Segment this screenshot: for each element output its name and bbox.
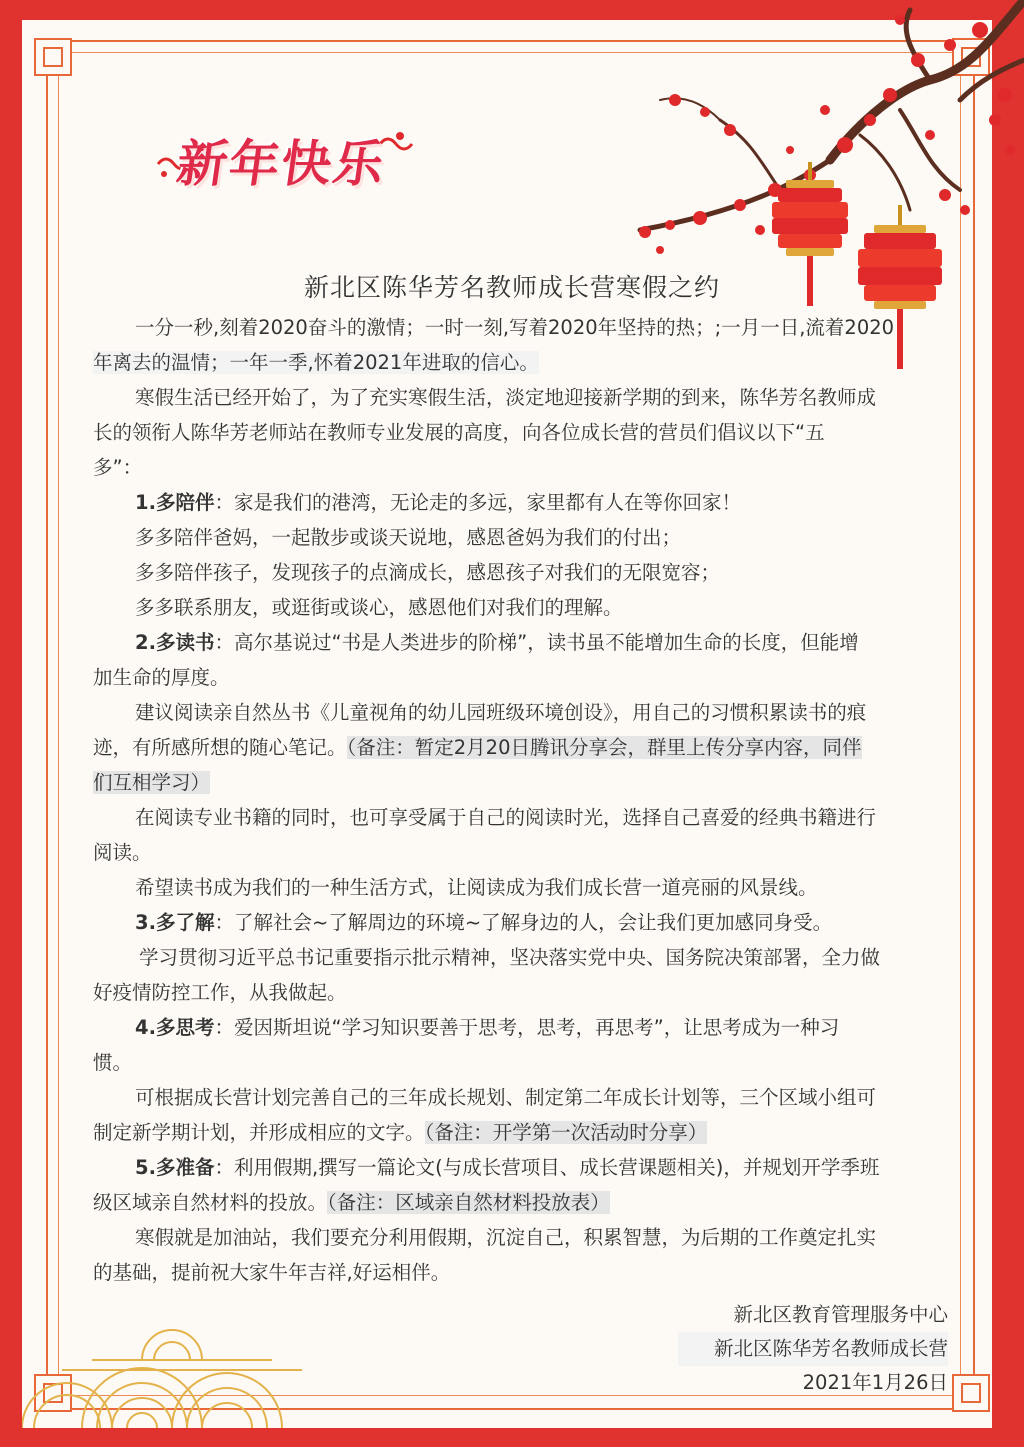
signoff xyxy=(678,1298,948,1400)
section-preparation xyxy=(93,1150,943,1185)
closing-line-1: 寒假就是加油站，我们要充分利用假期，沉淀自己，积累智慧，为后期的工作奠定扎实 xyxy=(135,1226,877,1249)
section-heading: 2.多读书 xyxy=(135,631,215,654)
proposal-line-1: 寒假生活已经开始了，为了充实寒假生活，淡定地迎接新学期的到来，陈华芳名教师成 xyxy=(135,386,877,409)
letter-body xyxy=(93,310,943,1290)
section-text-cont: 惯。 xyxy=(93,1051,133,1074)
signoff-date: 2021年1月26日 xyxy=(802,1371,948,1394)
section-text: ：了解社会~了解周边的环境~了解身边的人，会让我们更加感同身受。 xyxy=(214,911,833,934)
proposal-line-2: 长的领衔人陈华芳老师站在教师专业发展的高度，向各位成长营的营员们倡议以下“五 xyxy=(93,421,825,444)
policy-line-1: 学习贯彻习近平总书记重要指示批示精神，坚决落实党中央、国务院决策部署，全力做 xyxy=(139,946,881,969)
reading-suggestion-line-2: 迹，有所感所想的随心笔记。 xyxy=(93,736,347,759)
document-title: 新北区陈华芳名教师成长营寒假之约 xyxy=(303,273,720,302)
section-text: ：家是我们的港湾，无论走的多远，家里都有人在等你回家！ xyxy=(214,491,741,514)
plan-line-1: 可根据成长营计划完善自己的三年成长规划、制定第二年成长计划等，三个区域小组可 xyxy=(135,1086,877,1109)
signoff-org-2: 新北区陈华芳名教师成长营 xyxy=(678,1332,948,1366)
reading-leisure-line-2: 阅读。 xyxy=(93,841,152,864)
section-heading: 5.多准备 xyxy=(135,1156,215,1179)
section-heading: 3.多了解 xyxy=(135,911,215,934)
list-item: 多多联系朋友，或逛街或谈心，感恩他们对我们的理解。 xyxy=(135,596,623,619)
plan-line-2: 制定新学期计划，并形成相应的文字。 xyxy=(93,1121,425,1144)
signoff-org-1: 新北区教育管理服务中心 xyxy=(733,1303,948,1326)
plan-note: （备注：开学第一次活动时分享） xyxy=(424,1121,708,1144)
proposal-line-3: 多”： xyxy=(93,456,143,479)
section-text: ：爱因斯坦说“学习知识要善于思考，思考，再思考”，让思考成为一种习 xyxy=(214,1016,840,1039)
section-reading xyxy=(93,625,943,660)
section-heading: 4.多思考 xyxy=(135,1016,215,1039)
frame-corner-bottom-right xyxy=(952,1374,990,1412)
section-text: ：利用假期,撰写一篇论文(与成长营项目、成长营课题相关)，并规划开学季班 xyxy=(214,1156,880,1179)
golden-cloud-decoration-icon xyxy=(22,1300,322,1428)
reading-hope: 希望读书成为我们的一种生活方式，让阅读成为我们成长营一道亮丽的风景线。 xyxy=(135,876,818,899)
section-heading: 1.多陪伴 xyxy=(135,491,215,514)
section-companionship xyxy=(93,485,943,520)
reading-note: （备注：暂定2月20日腾讯分享会，群里上传分享内容，同伴 xyxy=(346,736,862,759)
prep-line-2: 级区域亲自然材料的投放。 xyxy=(93,1191,328,1214)
reading-leisure-line-1: 在阅读专业书籍的同时，也可享受属于自己的阅读时光，选择自己喜爱的经典书籍进行 xyxy=(135,806,877,829)
closing-line-2: 的基础，提前祝大家牛年吉祥,好运相伴。 xyxy=(93,1261,451,1284)
prep-note: （备注：区域亲自然材料投放表） xyxy=(327,1191,610,1214)
new-year-greeting xyxy=(150,118,430,198)
intro-line-1: 一分一秒,刻着2020奋斗的激情；一时一刻,写着2020年坚持的热；;一月一日,流着2020 xyxy=(135,316,895,339)
section-text: ：高尔基说过“书是人类进步的阶梯”，读书虽不能增加生命的长度，但能增 xyxy=(214,631,859,654)
reading-note-cont: 们互相学习） xyxy=(93,771,211,794)
section-text-cont: 加生命的厚度。 xyxy=(93,666,230,689)
section-thinking xyxy=(93,1010,943,1045)
list-item: 多多陪伴爸妈，一起散步或谈天说地，感恩爸妈为我们的付出； xyxy=(135,526,682,549)
policy-line-2: 好疫情防控工作，从我做起。 xyxy=(93,981,347,1004)
list-item: 多多陪伴孩子，发现孩子的点滴成长，感恩孩子对我们的无限宽容； xyxy=(135,561,721,584)
section-understanding xyxy=(93,905,943,940)
intro-line-2: 年离去的温情；一年一季,怀着2021年进取的信心。 xyxy=(93,351,539,374)
reading-suggestion-line-1: 建议阅读亲自然丛书《儿童视角的幼儿园班级环境创设》，用自己的习惯积累读书的痕 xyxy=(135,701,867,724)
greeting-text: 新年快乐 xyxy=(173,134,390,193)
frame-corner-top-left xyxy=(34,38,72,76)
